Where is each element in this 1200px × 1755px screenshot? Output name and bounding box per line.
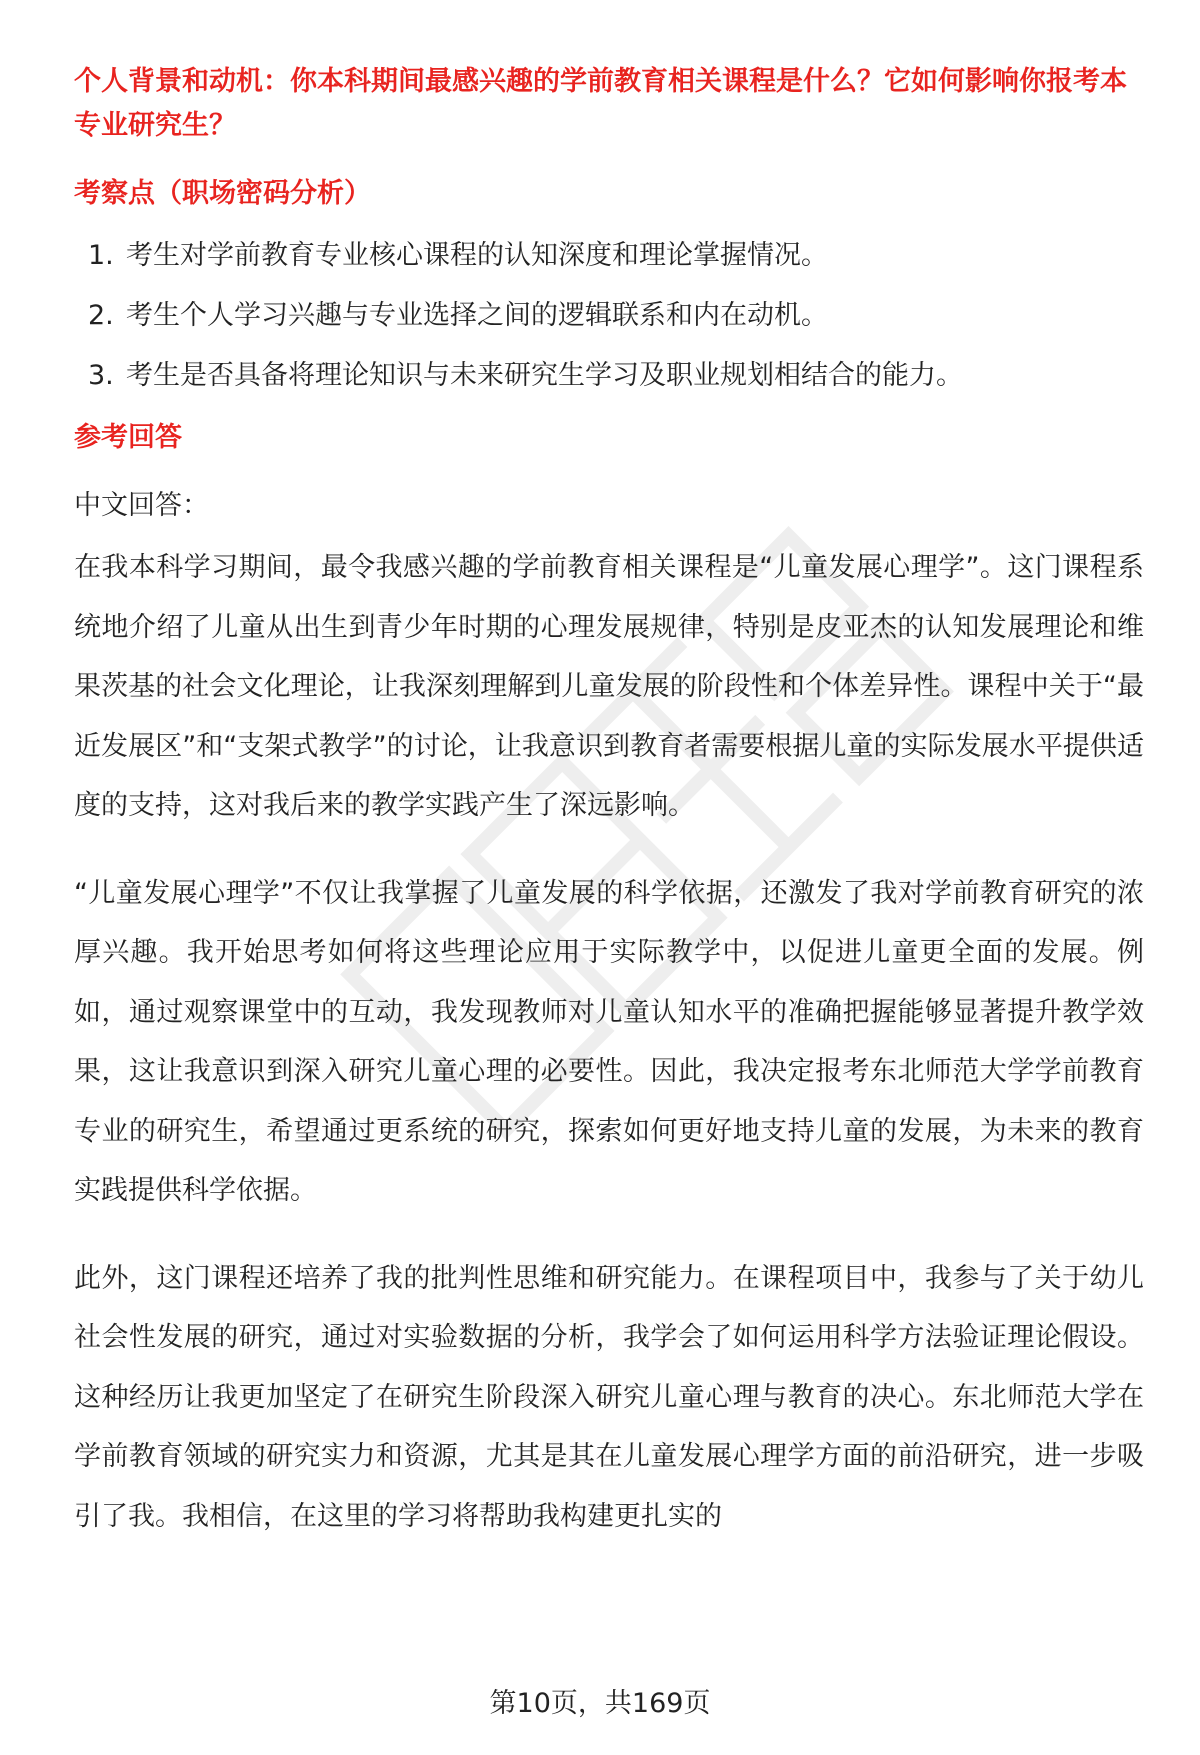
list-item-number: 1. xyxy=(88,240,114,271)
list-item-text: 考生对学前教育专业核心课程的认知深度和理论掌握情况。 xyxy=(126,240,828,271)
answer-paragraph: “儿童发展心理学”不仅让我掌握了儿童发展的科学依据，还激发了我对学前教育研究的浓厚兴趣。我开始思考如何将这些理论应用于实际教学中，以促进儿童更全面的发展。例如，通过观察课堂中的互动，我发现教师对儿童认知水平的准确把握能够显著提升教学效果，这让我意识到深入研究儿童心理的必要性。因此，我决定报考东北师范大学学前教育专业的研究生，希望通过更系统的研究，探索如何更好地支持儿童的发展，为未来的教育实践提供科学依据。 xyxy=(74,877,1144,1206)
answer-language-label: 中文回答： xyxy=(74,490,209,521)
list-item-number: 2. xyxy=(88,300,114,331)
list-item-text: 考生个人学习兴趣与专业选择之间的逻辑联系和内在动机。 xyxy=(126,300,828,331)
list-item-number: 3. xyxy=(88,360,114,391)
list-item xyxy=(74,356,1144,396)
list-item xyxy=(74,236,1144,276)
points-title: 考察点（职场密码分析） xyxy=(74,178,371,209)
list-item xyxy=(74,296,1144,336)
answer-paragraph: 此外，这门课程还培养了我的批判性思维和研究能力。在课程项目中，我参与了关于幼儿社会性发展的研究，通过对实验数据的分析，我学会了如何运用科学方法验证理论假设。这种经历让我更加坚定了在研究生阶段深入研究儿童心理与教育的决心。东北师范大学在学前教育领域的研究实力和资源，尤其是其在儿童发展心理学方面的前沿研究，进一步吸引了我。我相信，在这里的学习将帮助我构建更扎实的 xyxy=(74,1262,1144,1532)
assessment-points-list xyxy=(74,236,1144,396)
answer-title: 参考回答 xyxy=(74,422,182,453)
question-heading: 个人背景和动机：你本科期间最感兴趣的学前教育相关课程是什么？它如何影响你报考本专业研究生？ xyxy=(74,66,1127,141)
main-content xyxy=(74,60,1144,1546)
list-item-text: 考生是否具备将理论知识与未来研究生学习及职业规划相结合的能力。 xyxy=(126,360,963,391)
answer-paragraph: 在我本科学习期间，最令我感兴趣的学前教育相关课程是“儿童发展心理学”。这门课程系统地介绍了儿童从出生到青少年时期的心理发展规律，特别是皮亚杰的认知发展理论和维果茨基的社会文化理论，让我深刻理解到儿童发展的阶段性和个体差异性。课程中关于“最近发展区”和“支架式教学”的讨论，让我意识到教育者需要根据儿童的实际发展水平提供适度的支持，这对我后来的教学实践产生了深远影响。 xyxy=(74,552,1144,821)
page-number-footer: 第10页，共169页 xyxy=(489,1688,711,1719)
watermark-text: 职场密码 xyxy=(620,852,660,863)
